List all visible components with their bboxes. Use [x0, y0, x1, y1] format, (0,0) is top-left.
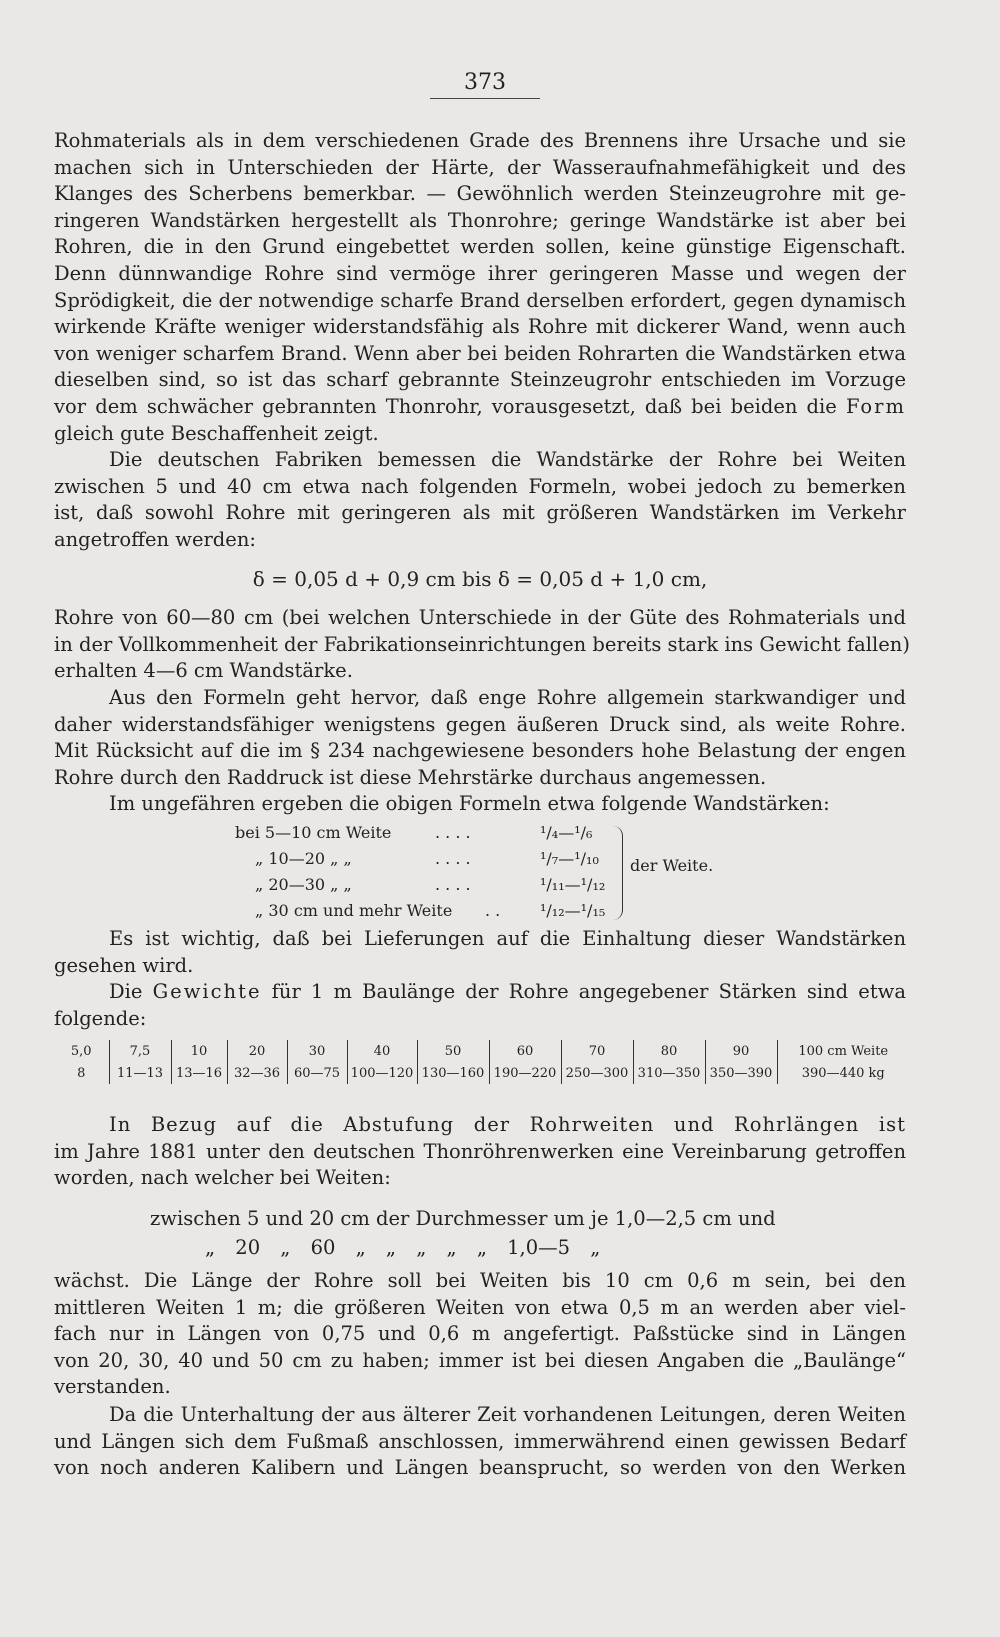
text-line: von noch anderen Kalibern und Längen beansprucht, so werden von den Werken	[54, 1456, 906, 1480]
text-line	[54, 979, 906, 1006]
text-line: gleich gute Beschaffenheit zeigt.	[54, 421, 379, 445]
text-line: In Bezug auf die Abstufung der Rohrweiten und Rohrlängen ist	[109, 1113, 906, 1136]
paragraph-7	[54, 979, 906, 1032]
paragraph-9	[54, 1268, 906, 1401]
weight-table-cell: 80	[633, 1040, 705, 1062]
text-line: Es ist wichtig, daß bei Lieferungen auf die Einhaltung dieser Wandstärken	[109, 927, 906, 950]
paragraph-3	[54, 605, 910, 685]
wall-dots: . . . .	[435, 849, 471, 868]
text-line: Rohren, die in den Grund eingebettet werden sollen, keine günstige Eigenschaft.	[54, 235, 906, 259]
text-line: Rohre von 60—80 cm (bei welchen Unterschiede in der Güte des Rohmaterials und	[54, 606, 906, 629]
weight-table-cell: 60	[489, 1040, 561, 1062]
growth-line: „ 20 „ 60 „ „ „ „ „ 1,0—5 „	[205, 1236, 601, 1259]
text-line: machen sich in Unterschieden der Härte, der Wasseraufnahmefähigkeit und des	[54, 155, 906, 179]
text-line: Klanges des Scherbens bemerkbar. — Gewöhnlich werden Steinzeugrohre mit ge-	[54, 182, 906, 206]
weight-table-cell: 130—160	[417, 1062, 489, 1084]
text-line: Mit Rücksicht auf die im § 234 nachgewiesene besonders hohe Belastung der engen	[54, 739, 906, 763]
brace-label: der Weite.	[630, 856, 714, 875]
formula-text: δ = 0,05 d + 0,9 cm bis δ = 0,05 d + 1,0 cm,	[252, 567, 708, 591]
text-fragment: vor dem schwächer gebrannten Thonrohr, vorausgesetzt, daß bei beiden die	[54, 394, 837, 418]
weight-table-cell: 50	[417, 1040, 489, 1062]
weight-table-cell: 32—36	[227, 1062, 287, 1084]
weight-table-weights-row	[54, 1062, 909, 1084]
wall-fraction: ¹/₄—¹/₆	[540, 823, 593, 842]
weight-table-cell: 20	[227, 1040, 287, 1062]
wall-fraction: ¹/₇—¹/₁₀	[540, 849, 599, 868]
weight-table-cell: 40	[347, 1040, 417, 1062]
text-line: und Längen sich dem Fußmaß anschlossen, immerwährend einen gewissen Bedarf	[54, 1429, 906, 1453]
weight-table-cell: 190—220	[489, 1062, 561, 1084]
weight-table-cell: 60—75	[287, 1062, 347, 1084]
text-line: zwischen 5 und 40 cm etwa nach folgenden Formeln, wobei jedoch zu bemerken	[54, 474, 906, 498]
text-line: Sprödigkeit, die der notwendige scharfe Brand derselben erfordert, gegen dynamisch	[54, 288, 906, 312]
text-line: Rohmaterials als in dem verschiedenen Grade des Brennens ihre Ursache und sie	[54, 129, 906, 152]
text-fragment: für 1 m Baulänge der Rohre angegebener Stärken sind etwa	[271, 980, 906, 1003]
growth-line: zwischen 5 und 20 cm der Durchmesser um je 1,0—2,5 cm und	[150, 1207, 776, 1230]
emphasized-word: Form	[845, 394, 906, 418]
wall-dots: . .	[485, 901, 501, 920]
text-line: wirkende Kräfte weniger widerstandsfähig als Rohre mit dickerer Wand, wenn auch	[54, 315, 906, 339]
text-line: dieselben sind, so ist das scharf gebrannte Steinzeugrohr entschieden im Vorzuge	[54, 368, 906, 392]
paragraph-8	[54, 1112, 906, 1192]
wall-dots: . . . .	[435, 875, 471, 894]
text-line: folgende:	[54, 1006, 147, 1030]
wall-range: „ 30 cm und mehr Weite	[255, 901, 453, 920]
text-line: Aus den Formeln geht hervor, daß enge Rohre allgemein starkwandiger und	[109, 686, 906, 709]
weight-table-cell: 5,0	[70, 1043, 92, 1059]
text-line: angetroffen werden:	[54, 527, 256, 551]
text-line: fach nur in Längen von 0,75 und 0,6 m angefertigt. Paßstücke sind in Längen	[54, 1322, 906, 1346]
text-line: Denn dünnwandige Rohre sind vermöge ihrer geringeren Masse und wegen der	[54, 261, 906, 285]
paragraph-2	[54, 447, 906, 553]
weight-table-cell: 13—16	[171, 1062, 227, 1084]
weight-table-cell: 7,5	[109, 1040, 171, 1062]
text-line: Die deutschen Fabriken bemessen die Wandstärke der Rohre bei Weiten	[109, 448, 906, 471]
text-line: verstanden.	[54, 1375, 171, 1399]
text-line: Rohre durch den Raddruck ist diese Mehrstärke durchaus angemessen.	[54, 765, 767, 789]
text-line: im Jahre 1881 unter den deutschen Thonröhrenwerken eine Vereinbarung getroffen	[54, 1139, 906, 1163]
wall-range: „ 10—20 „ „	[255, 849, 352, 868]
paragraph-1	[54, 128, 906, 447]
wall-range: bei 5—10 cm Weite	[235, 823, 392, 842]
wall-fraction: ¹/₁₂—¹/₁₅	[540, 901, 606, 920]
weight-table-cell: 310—350	[633, 1062, 705, 1084]
text-line: ringeren Wandstärken hergestellt als Thonrohre; geringe Wandstärke ist aber bei	[54, 208, 906, 232]
text-line: Da die Unterhaltung der aus älterer Zeit vorhandenen Leitungen, deren Weiten	[109, 1403, 906, 1426]
text-line: worden, nach welcher bei Weiten:	[54, 1166, 391, 1190]
weight-table-widths-row	[54, 1040, 909, 1062]
text-line: Im ungefähren ergeben die obigen Formeln etwa folgende Wandstärken:	[109, 792, 830, 815]
weight-table-cell: 10	[171, 1040, 227, 1062]
paragraph-4	[54, 685, 906, 791]
weight-table-cell: 350—390	[705, 1062, 777, 1084]
wall-fraction: ¹/₁₁—¹/₁₂	[540, 875, 606, 894]
text-line: mittleren Weiten 1 m; die größeren Weiten von etwa 0,5 m an werden aber viel-	[54, 1295, 906, 1319]
weight-table-cell: 11—13	[109, 1062, 171, 1084]
text-line: von weniger scharfem Brand. Wenn aber bei beiden Rohrarten die Wandstärken etwa	[54, 341, 906, 365]
weight-table-cell: 30	[287, 1040, 347, 1062]
text-line	[54, 394, 906, 421]
text-line: gesehen wird.	[54, 953, 194, 977]
text-line: erhalten 4—6 cm Wandstärke.	[54, 659, 353, 683]
text-line: wächst. Die Länge der Rohre soll bei Weiten bis 10 cm 0,6 m sein, bei den	[54, 1269, 906, 1292]
text-fragment: Die	[109, 980, 143, 1003]
weight-table-cell: 8	[77, 1065, 86, 1081]
weight-table-cell: 90	[705, 1040, 777, 1062]
paragraph-10	[54, 1402, 906, 1482]
text-line: daher widerstandsfähiger wenigstens gegen äußeren Druck sind, als weite Rohre.	[54, 712, 906, 736]
weight-table-cell: 100—120	[347, 1062, 417, 1084]
text-line: von 20, 30, 40 und 50 cm zu haben; immer ist bei diesen Angaben die „Baulänge“	[54, 1348, 906, 1372]
emphasized-word: Gewichte	[152, 980, 262, 1003]
weight-table	[54, 1040, 909, 1084]
weight-table-cell: 390—440 kg	[777, 1062, 909, 1084]
weight-table-cell: 100 cm Weite	[777, 1040, 909, 1062]
weight-table-cell: 250—300	[561, 1062, 633, 1084]
paragraph-6	[54, 926, 906, 979]
wall-range: „ 20—30 „ „	[255, 875, 352, 894]
text-line: ist, daß sowohl Rohre mit geringeren als mit größeren Wandstärken im Verkehr	[54, 501, 906, 525]
wall-dots: . . . .	[435, 823, 471, 842]
page-number: 373	[430, 70, 540, 99]
text-line: in der Vollkommenheit der Fabrikationseinrichtungen bereits stark ins Gewicht fallen)	[54, 632, 910, 656]
weight-table-cell: 70	[561, 1040, 633, 1062]
paragraph-5	[54, 791, 906, 818]
formula	[54, 566, 906, 593]
curly-brace	[612, 826, 623, 920]
